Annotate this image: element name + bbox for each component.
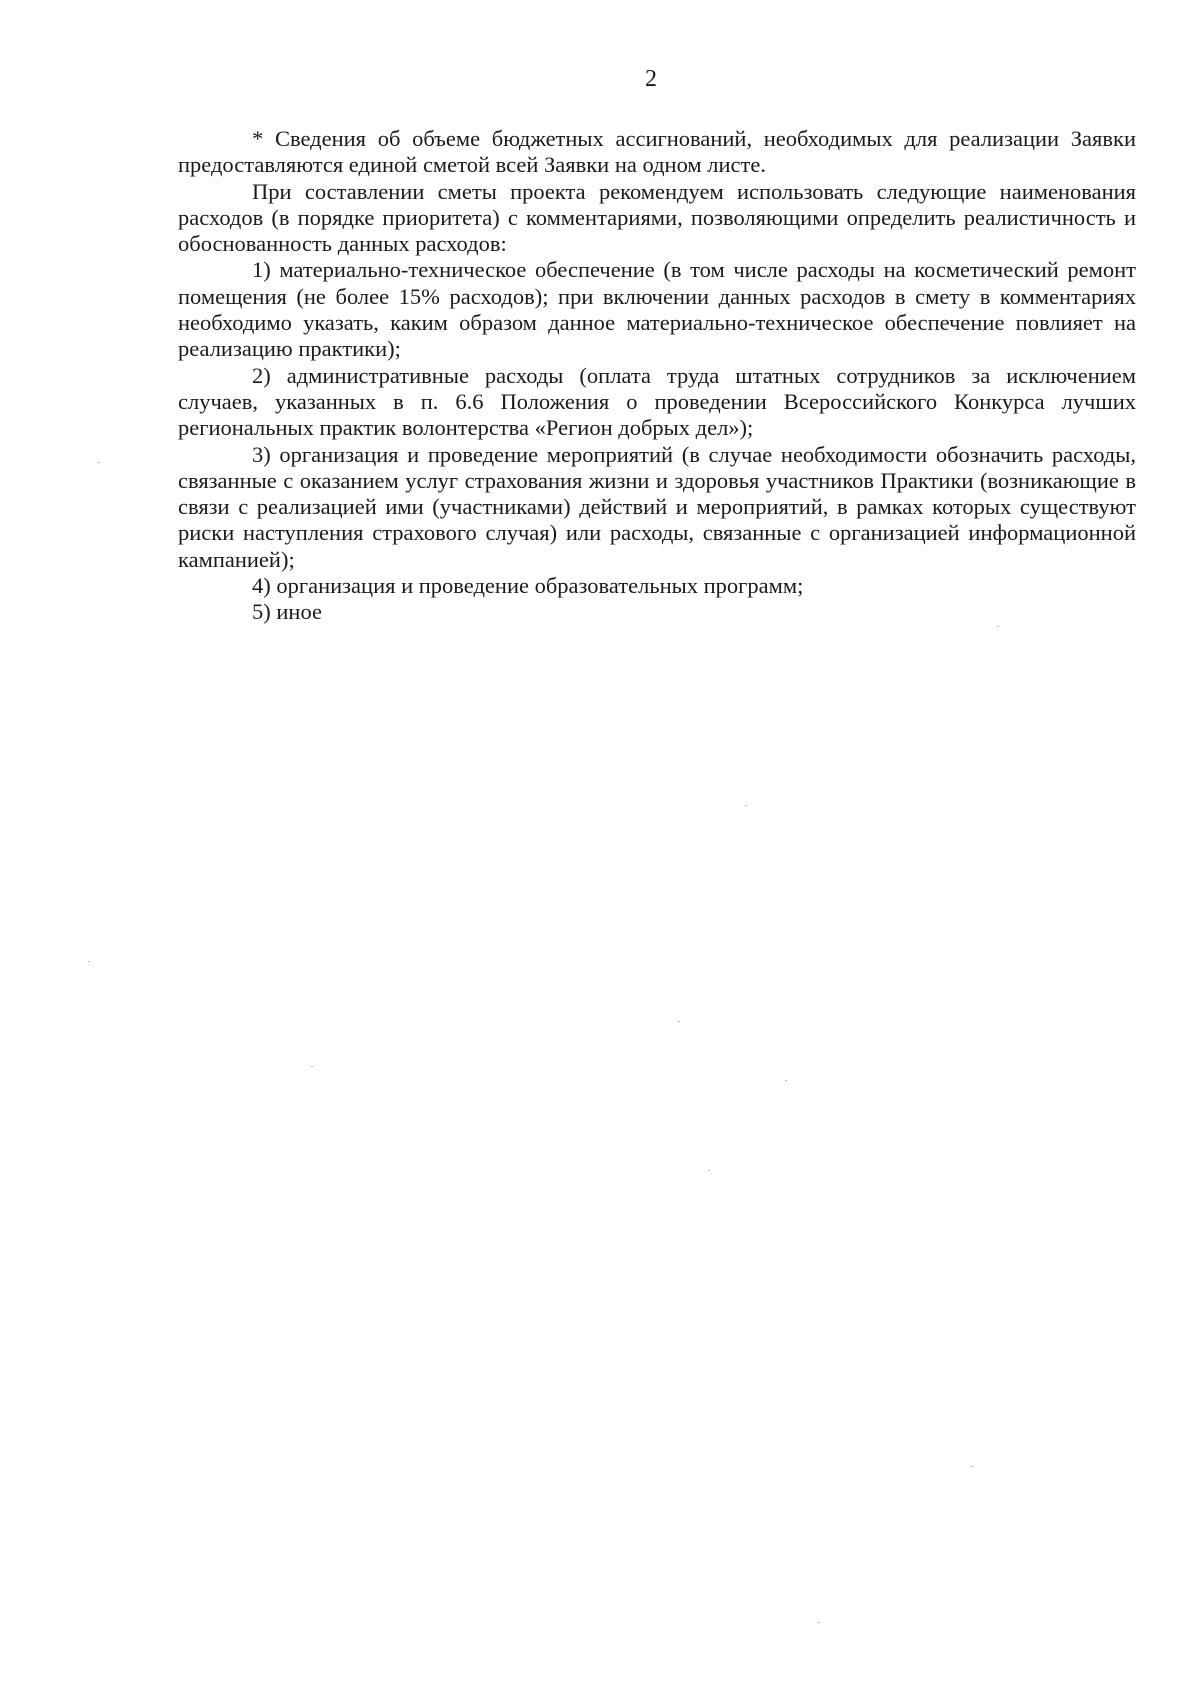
scan-speck [311,1066,313,1067]
paragraph-estimate-intro: При составлении сметы проекта рекомендуем использовать следующие наименования расходов (в порядке приоритета) с комментариями, позволяющими определить реалистичность и обоснованность данных расходов: [178,178,1136,257]
list-item-material-support: 1) материально-техническое обеспечение (в том числе расходы на косметический ремонт помещения (не более 15% расходов); при включении данных расходов в смету в комментариях необходимо указать, каким образом данное материально-техническое обеспечение повлияет на реализацию практики); [178,257,1136,362]
list-item-administrative-expenses: 2) административные расходы (оплата труда штатных сотрудников за исключением случаев, указанных в п. 6.6 Положения о проведении Всероссийского Конкурса лучших региональных практик волонтерства «Регион добрых дел»); [178,362,1136,441]
scan-speck [818,1622,820,1623]
scan-speck [708,1170,710,1171]
paragraph-budget-note: * Сведения об объеме бюджетных ассигнований, необходимых для реализации Заявки предоставляются единой сметой всей Заявки на одном листе. [178,126,1136,178]
scan-speck [971,1466,973,1467]
page-number: 2 [645,66,657,92]
scan-speck [678,1021,680,1022]
scan-speck [997,626,999,627]
list-item-events: 3) организация и проведение мероприятий (в случае необходимости обозначить расходы, связанные с оказанием услуг страхования жизни и здоровья участников Практики (возникающие в связи с реализацией ими (участниками) действий и мероприятий, в рамках которых существуют риски наступления страхового случая) или расходы, связанные с организацией информационной кампанией); [178,441,1136,572]
scan-speck [98,462,100,463]
scan-speck [785,1080,787,1081]
document-body [178,126,1136,626]
list-item-educational-programs: 4) организация и проведение образовательных программ; [252,573,804,599]
list-item-other: 5) иное [252,599,322,625]
scan-speck [745,805,747,806]
scan-speck [88,961,90,962]
